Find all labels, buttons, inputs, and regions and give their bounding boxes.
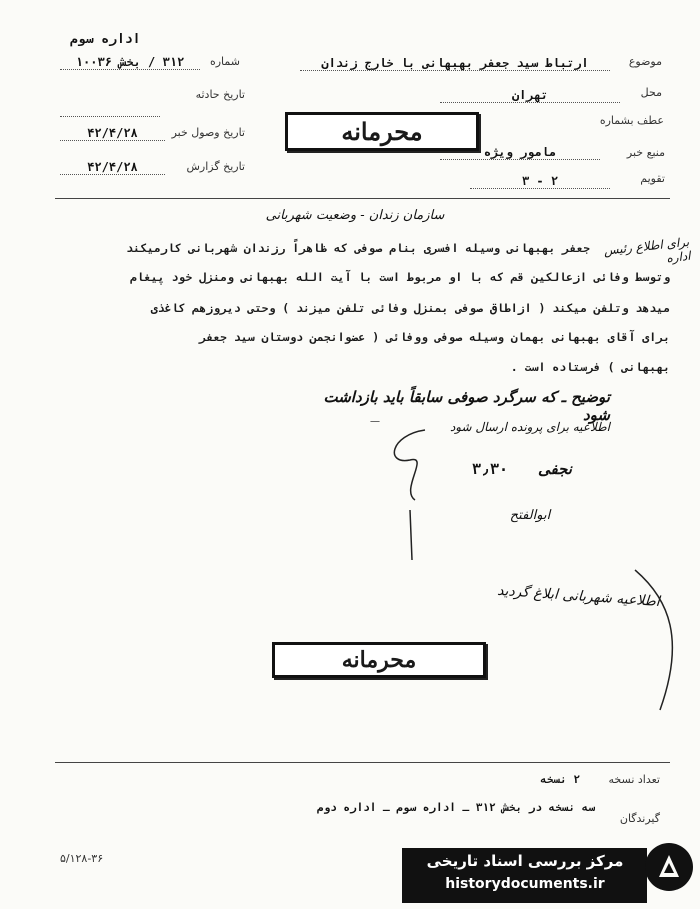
place-value: تهران	[440, 88, 620, 103]
handwritten-heading: سازمان زندان - وضعیت شهربانی	[265, 208, 445, 223]
confidential-stamp-bottom: محرمانه	[272, 642, 486, 678]
number-label: شماره	[209, 55, 240, 68]
annotation-note-1: توضیح ـ که سرگرد صوفی سابقاً باید بازداشت شود	[323, 388, 610, 424]
body-line-1: جعفر بهبهانی وسیله افسری بنام صوفی که ظاهراً رزندان شهربانی کارمیکند	[126, 241, 590, 255]
incident-date-label: تاریخ حادثه	[195, 88, 245, 101]
incident-date-line	[60, 97, 160, 117]
recipients-value: سه نسخه در بخش ۳۱۲ ـ اداره سوم ـ اداره دوم	[316, 801, 595, 814]
body-line-4: برای آقای بهبهانی بهمان وسیله صوفی ووفائی ( عضوانجمن دوستان سید جعفر	[199, 330, 670, 344]
report-date-value: ۴۲/۴/۲۸	[60, 160, 165, 175]
archive-code: ۵/۱۲۸-۳۶	[60, 852, 104, 865]
source-label: منبع خبر	[626, 146, 665, 159]
evaluation-value: ۳ - ۲	[470, 174, 610, 189]
report-date-label: تاریخ گزارش	[186, 160, 245, 173]
place-label: محل	[640, 86, 662, 99]
annotation-note-2: اطلاعیه برای پرونده ارسال شود	[449, 420, 610, 434]
annotation-note-3: اطلاعیه شهربانی ابلاغ گردید	[496, 582, 661, 611]
body-line-2: وتوسط وفائی ازعالکین قم که با او مربوط است با آیت الله بهبهانی ومنزل خود پیغام	[129, 270, 670, 284]
number-value: ۳۱۲ / بخش ۱۰۰۳۶	[60, 55, 200, 70]
watermark-logo-icon	[645, 843, 693, 891]
watermark-url: historydocuments.ir	[445, 876, 605, 892]
evaluation-label: تقویم	[640, 172, 665, 185]
recipients-label: گیرندگان	[619, 812, 660, 825]
copies-label: تعداد نسخه	[608, 773, 660, 786]
body-line-3: میدهد وتلفن میکند ( ازاطاق صوفی بمنزل وفائی تلفن میزند ) وحتی دیروزهم کاغذی	[150, 301, 670, 315]
receipt-date-value: ۴۲/۴/۲۸	[60, 126, 165, 141]
annotation-number: ۳٫۳۰	[471, 460, 509, 478]
body-line-5: بهبهانی ) فرستاده است .	[510, 360, 670, 374]
footer-divider	[55, 762, 670, 763]
watermark-title: مرکز بررسی اسناد تاریخی	[426, 852, 624, 870]
copies-value: ۲ نسخه	[540, 773, 580, 786]
annotation-small-note: —	[370, 416, 380, 427]
source-value: مامور ویژه	[440, 145, 600, 160]
header-divider	[55, 198, 670, 199]
signature-1: نجفی	[538, 460, 572, 478]
signature-scribble	[370, 420, 450, 570]
confidential-stamp-top: محرمانه	[285, 112, 479, 151]
org-header: اداره سوم	[70, 32, 141, 47]
receipt-date-label: تاریخ وصول خبر	[171, 126, 245, 139]
reference-label: عطف بشماره	[599, 114, 664, 127]
subject-label: موضوع	[628, 55, 662, 68]
subject-value: ارتباط سید جعفر بهبهانی با خارج زندان	[300, 56, 610, 71]
margin-note: برای اطلاع رئیس اداره	[603, 234, 692, 266]
margin-curve	[630, 560, 690, 720]
signature-2: ابوالفتح	[509, 508, 551, 523]
